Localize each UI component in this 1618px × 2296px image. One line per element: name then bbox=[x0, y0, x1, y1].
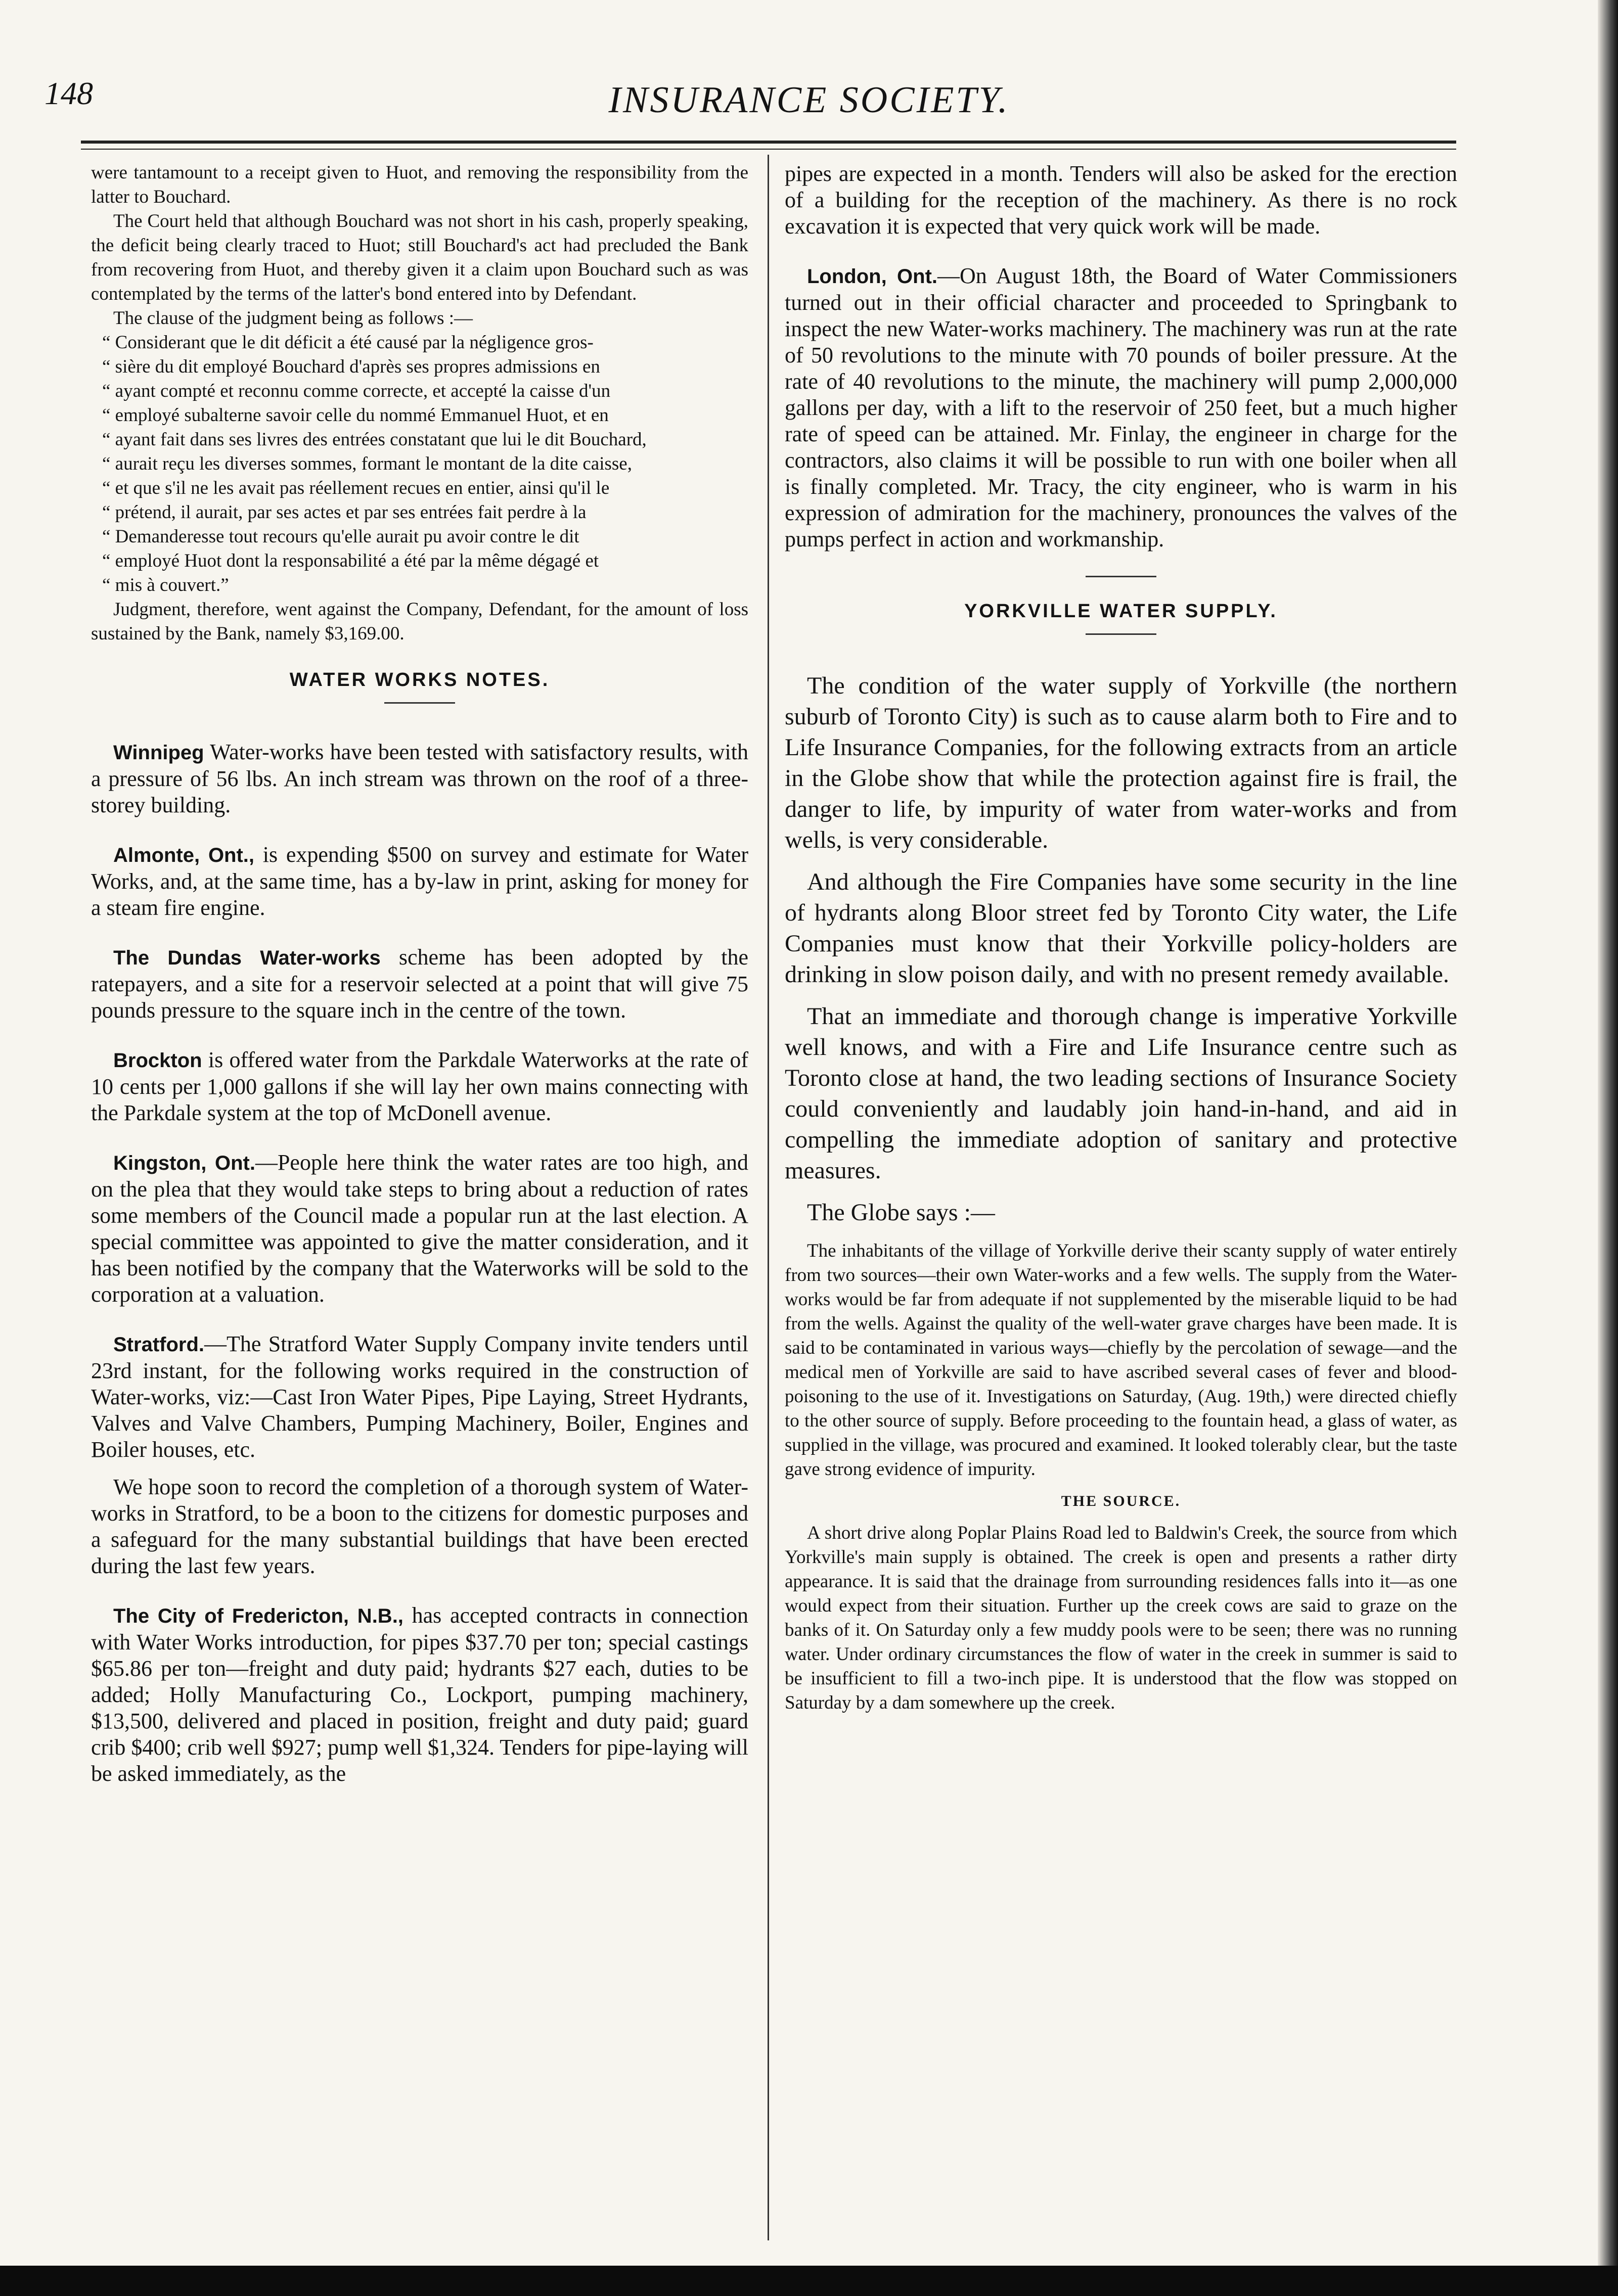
quote-line: “ et que s'il ne les avait pas réellement recues en entier, ainsi qu'il le bbox=[102, 478, 610, 498]
fredericton-continuation: pipes are expected in a month. Tenders will also be asked for the erection of a building for the reception of the machinery. As there is no rock excavation it is expected that very quick work will be made. bbox=[785, 161, 1457, 239]
note-lede: Brockton bbox=[113, 1049, 202, 1072]
note-text: Water-works have been tested with satisfactory results, with a pressure of 56 lbs. An inch stream was thrown on the roof of a three-storey building. bbox=[91, 740, 748, 817]
note-london bbox=[785, 263, 1457, 553]
note-lede: The Dundas Water-works bbox=[113, 947, 381, 969]
note-brockton bbox=[91, 1047, 748, 1126]
header-rule bbox=[81, 141, 1456, 144]
note-text: —People here think the water rates are too high, and on the plea that they would take steps to bring about a reduction of rates some members of the Council made a popular run at the last election. A special committee was appointed to give the matter consideration, and it has been notified by the company that the Waterworks will be sold to the corporation at a valuation. bbox=[91, 1150, 748, 1307]
the-source-heading: THE SOURCE. bbox=[1061, 1493, 1181, 1509]
note-stratford bbox=[91, 1331, 748, 1463]
note-lede: London, Ont. bbox=[807, 265, 938, 288]
scan-edge bbox=[1598, 0, 1618, 2296]
note-lede: Stratford. bbox=[113, 1334, 204, 1356]
note-dundas bbox=[91, 944, 748, 1024]
yorkville-heading: YORKVILLE WATER SUPPLY. bbox=[964, 601, 1278, 622]
judgment-para-1: were tantamount to a receipt given to Huot, and removing the responsibility from the latter to Bouchard. bbox=[91, 162, 748, 207]
note-text: —The Stratford Water Supply Company invite tenders until 23rd instant, for the following works required in the construction of Water-works, viz:—Cast Iron Water Pipes, Pipe Laying, Street Hydrants, Valves and Valve Chambers, Pumping Machinery, Boiler, Engines and Boiler houses, etc. bbox=[91, 1331, 748, 1462]
note-fredericton bbox=[91, 1602, 748, 1787]
note-almonte bbox=[91, 842, 748, 921]
note-lede: Almonte, Ont., bbox=[113, 844, 255, 866]
quote-line: “ sière du dit employé Bouchard d'après ses propres admissions en bbox=[102, 356, 600, 377]
quote-line: “ ayant fait dans ses livres des entrées constatant que lui le dit Bouchard, bbox=[102, 429, 647, 450]
quote-line: “ employé Huot dont la responsabilité a été par la même dégagé et bbox=[102, 550, 599, 571]
globe-extract: The inhabitants of the village of Yorkville derive their scanty supply of water entirely from two sources—their own Water-works and a few wells. The supply from the Water-works would be far from adequate if not supplemented by the miserable liquid to be had from the wells. Against the quality of the well-water grave charges have been made. It is said to be contaminated in various ways—chiefly by the percolation of sewage—and the medical men of Yorkville are said to have ascribed several cases of fever and blood-poisoning to the use of it. Investigations on Saturday, (Aug. 19th,) were directed chiefly to the other source of supply. Before proceeding to the fountain head, a glass of water, as supplied in the village, was procured and examined. It looked tolerably clear, but the taste gave strong evidence of impurity. bbox=[785, 1241, 1457, 1480]
yorkville-para-3: That an immediate and thorough change is imperative Yorkville well knows, and with a Fire and Life Insurance centre such as Toronto close at hand, the two leading sections of Insurance Society could conveniently and laudably join hand-in-hand, and aid in compelling the immediate adoption of sanitary and protective measures. bbox=[785, 1003, 1457, 1184]
note-text: is expending $500 on survey and estimate for Water Works, and, at the same time, has a by-law in print, asking for money for a steam fire engine. bbox=[91, 842, 748, 920]
quote-line: “ Demanderesse tout recours qu'elle aurait pu avoir contre le dit bbox=[102, 526, 579, 547]
note-kingston bbox=[91, 1150, 748, 1308]
quote-line: “ prétend, il aurait, par ses actes et par ses entrées fait perdre à la bbox=[102, 502, 587, 523]
judgment-para-2: The Court held that although Bouchard was not short in his cash, properly speaking, the deficit being clearly traced to Huot; still Bouchard's act had precluded the Bank from recovering from Huot, and thereby given it a claim upon Bouchard such as was contemplated by the terms of the latter's bond entered into by Defendant. bbox=[91, 211, 748, 304]
left-column bbox=[91, 161, 748, 1787]
note-text: has accepted contracts in connection with Water Works introduction, for pipes $37.70 per ton; special castings $65.86 per ton—freight and duty paid; hydrants $27 each, duties to be added; Holly Manufacturing Co., Lockport, pumping machinery, $13,500, delivered and placed in position, freight and duty paid; guard crib $400; crib well $927; pump well $1,324. Tenders for pipe-laying will be asked immediately, as the bbox=[91, 1603, 748, 1786]
globe-says: The Globe says :— bbox=[807, 1199, 995, 1226]
yorkville-para-1: The condition of the water supply of Yorkville (the northern suburb of Toronto City) is such as to cause alarm both to Fire and to Life Insurance Companies, for the following extracts from an article in the Globe show that while the protection against fire is frail, the danger to life, by impurity of water from water-works and from wells, is very considerable. bbox=[785, 672, 1457, 853]
judgment-quote bbox=[91, 331, 748, 598]
header-rule-thin bbox=[81, 149, 1456, 150]
judgment-para-3: The clause of the judgment being as follows :— bbox=[113, 308, 473, 329]
note-lede: Kingston, Ont. bbox=[113, 1152, 255, 1174]
running-title: INSURANCE SOCIETY. bbox=[608, 79, 1010, 121]
note-lede: The City of Fredericton, N.B., bbox=[113, 1605, 403, 1627]
note-stratford-continued: We hope soon to record the completion of a thorough system of Water-works in Stratford, to be a boon to the citizens for domestic purposes and a safeguard for the many substantial buildings that have been erected during the last few years. bbox=[91, 1475, 748, 1578]
note-winnipeg bbox=[91, 739, 748, 818]
source-extract: A short drive along Poplar Plains Road led to Baldwin's Creek, the source from which Yorkville's main supply is obtained. The creek is open and presents a rather dirty appearance. It is said that the drainage from surrounding residences falls into it—as one would expect from their situation. Further up the creek cows are said to graze on the banks of it. On Saturday only a few muddy pools were to be seen; there was no running water. Under ordinary circumstances the flow of water in the creek in summer is said to be insufficient to fill a two-inch pipe. It is understood that the flow was stopped on Saturday by a dam somewhere up the creek. bbox=[785, 1523, 1457, 1713]
quote-line: “ Considerant que le dit déficit a été causé par la négligence gros- bbox=[102, 332, 594, 353]
note-text: scheme has been adopted by the ratepayers, and a site for a reservoir selected at a point that will give 75 pounds pressure to the square inch in the centre of the town. bbox=[91, 945, 749, 1023]
yorkville-para-2: And although the Fire Companies have some security in the line of hydrants along Bloor street fed by Toronto City water, the Life Companies must know that their Yorkville policy-holders are drinking in slow poison daily, and with no present remedy available. bbox=[785, 868, 1457, 988]
quote-line: “ employé subalterne savoir celle du nommé Emmanuel Huot, et en bbox=[102, 405, 609, 426]
judgment-para-4: Judgment, therefore, went against the Company, Defendant, for the amount of loss sustained by the Bank, namely $3,169.00. bbox=[91, 599, 748, 644]
quote-line: “ mis à couvert.” bbox=[102, 575, 229, 595]
note-text: —On August 18th, the Board of Water Commissioners turned out in their official character and proceeded to Springbank to inspect the new Water-works machinery. The machinery was run at the rate of 50 revolutions to the minute with 70 pounds of boiler pressure. At the rate of 40 revolutions to the minute, the machinery will pump 2,000,000 gallons per day, with a lift to the reservoir of 250 feet, but a much higher rate of speed can be attained. Mr. Finlay, the engineer in charge for the contractors, also claims it will be possible to run with one boiler when all is finally completed. Mr. Tracy, the city engineer, who is warm in his expression of admiration for the machinery, pronounces the valves of the pumps perfect in action and workmanship. bbox=[785, 263, 1457, 552]
column-divider bbox=[768, 155, 769, 2240]
note-lede: Winnipeg bbox=[113, 742, 204, 764]
quote-line: “ aurait reçu les diverses sommes, formant le montant de la dite caisse, bbox=[102, 453, 632, 474]
page-number: 148 bbox=[44, 75, 93, 111]
water-works-notes-heading: WATER WORKS NOTES. bbox=[289, 669, 550, 691]
note-text: is offered water from the Parkdale Waterworks at the rate of 10 cents per 1,000 gallons if she will lay her own mains connecting with the Parkdale system at the top of McDonell avenue. bbox=[91, 1047, 748, 1125]
quote-line: “ ayant compté et reconnu comme correcte, et accepté la caisse d'un bbox=[102, 381, 611, 401]
scan-bottom-band bbox=[0, 2266, 1618, 2296]
right-column bbox=[785, 161, 1457, 1715]
